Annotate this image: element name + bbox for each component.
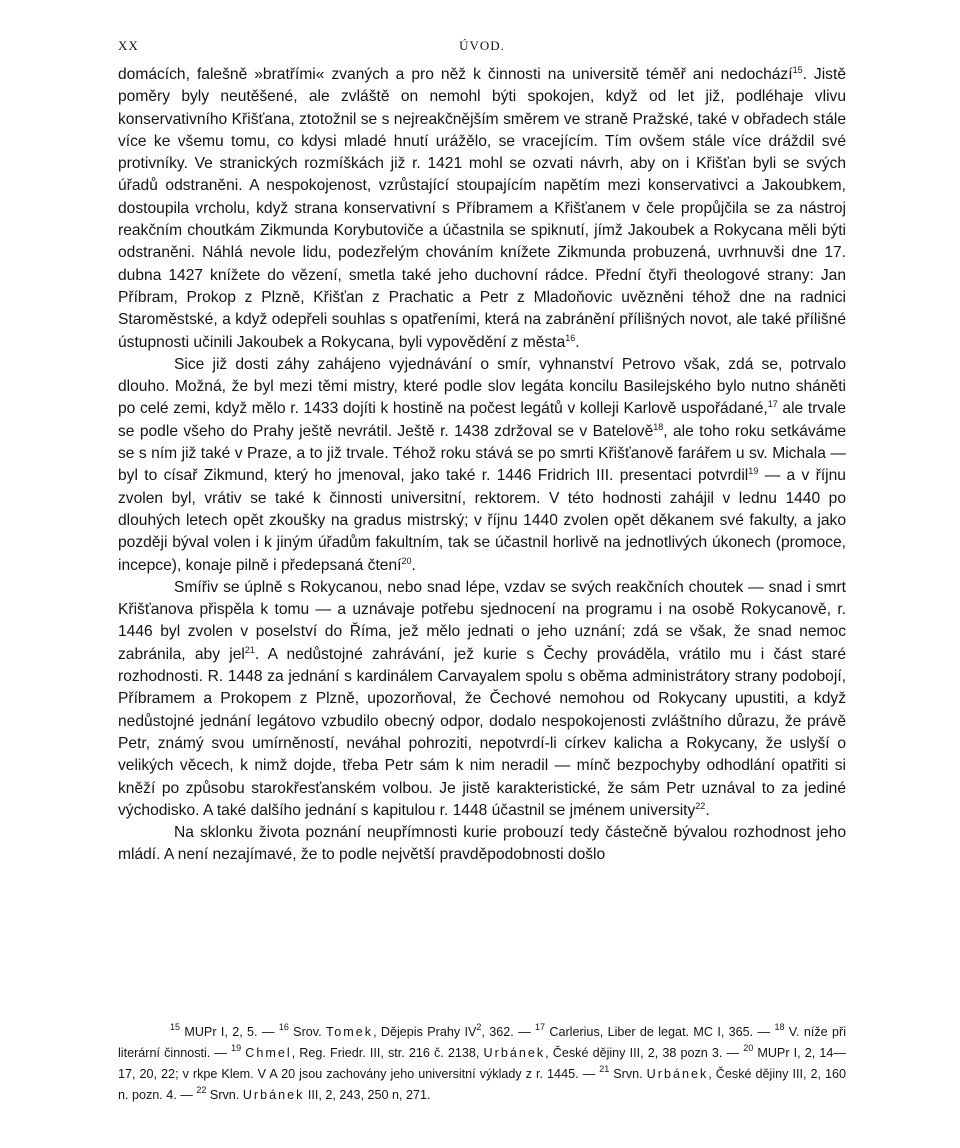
footnote-marker-18: 18 — [774, 1022, 785, 1032]
footnote-text: Srov. — [288, 1025, 326, 1039]
footnote-ref-18: 18 — [653, 421, 664, 432]
footnote-ref-22: 22 — [695, 800, 706, 811]
running-head-title: ÚVOD. — [459, 38, 505, 53]
text-run: Na sklonku života poznání neupřímnosti kurie probouzí tedy částečně bývalou rozhodnost jeho mládí. A není nezajímavé, že to podle největší pravděpodobnosti došlo — [118, 824, 846, 864]
footnote-text: Srvn. — [609, 1067, 647, 1081]
paragraph-1 — [118, 64, 846, 354]
edition-superscript: 2 — [476, 1022, 482, 1032]
footnote-text: V. níže při literární činnosti. — — [118, 1025, 846, 1060]
text-run: , ale toho roku setkáváme se s ním již také v Praze, a to již trvale. Téhož roku stává se po smrti Křišťanově farářem u sv. Michala — byl to císař Zikmund, který ho jmenoval, jako také r. 1446 Fridrich III. presentaci potvrdil — [118, 422, 846, 485]
footnote-text: Carlerius, Liber de legat. MC I, 365. — — [545, 1025, 775, 1039]
footnote-text: , Reg. Friedr. III, str. 216 č. 2138, — [291, 1046, 484, 1060]
footnote-ref-20: 20 — [401, 555, 412, 566]
page — [118, 38, 846, 867]
page-number: XX — [118, 38, 139, 53]
footnote-ref-19: 19 — [748, 466, 759, 477]
paragraph-2 — [118, 354, 846, 577]
footnotes — [118, 1022, 846, 1106]
text-run: ale trvale se podle všeho do Prahy ještě nevrátil. Ještě r. 1438 zdržoval se v Batelově — [118, 400, 846, 440]
author-name: Urbánek — [646, 1067, 709, 1081]
footnote-marker-17: 17 — [535, 1022, 546, 1032]
paragraph-3 — [118, 577, 846, 822]
text-run: Sice již dosti záhy zahájeno vyjednávání o smír, vyhnanství Petrovo však, zdá se, potrvalo dlouho. Možná, že byl mezi těmi mistry, které podle slov legáta koncilu Basilejského bylo nutno sháněti po celé zemi, když mělo r. 1433 dojíti k hostině na počest legátů v kolleji Karlově uspořádané, — [118, 355, 846, 418]
running-header — [118, 38, 846, 64]
text-run: . — [705, 801, 710, 819]
footnote-text: , České dějiny III, 2, 160 n. pozn. 4. — — [118, 1067, 846, 1102]
footnote-marker-19: 19 — [231, 1043, 242, 1053]
footnote-ref-21: 21 — [244, 644, 255, 655]
footnote-ref-16: 16 — [565, 332, 576, 343]
footnote-marker-22: 22 — [196, 1085, 207, 1095]
footnote-text: , 362. — — [481, 1025, 535, 1039]
footnote-block — [118, 1022, 846, 1106]
footnote-text: MUPr I, 2, 14—17, 20, 22; v rkpe Klem. V A 20 jsou zachovány jeho universitní výklady z r. 1445. — — [118, 1046, 846, 1081]
footnote-text: Srvn. — [206, 1088, 243, 1102]
main-text — [118, 64, 846, 867]
footnote-text: III, 2, 243, 250 n, 271. — [304, 1088, 431, 1102]
paragraph-4 — [118, 822, 846, 867]
footnote-marker-16: 16 — [278, 1022, 289, 1032]
footnote-text: MUPr I, 2, 5. — — [180, 1025, 279, 1039]
text-run: — a v říjnu zvolen byl, vrátiv se také k činnosti universitní, rektorem. V této hodnosti zahájil v lednu 1440 po dlouhých letech opět zkoušky na gradus mistrský; v říjnu 1440 zvolen opět děkanem své fakulty, a jako později býval volen i k jiným úřadům fakultním, tak se účastnil horlivě na jednotlivých úkonech (promoce, incepce), konaje pilně i předepsaná čtení — [118, 467, 846, 574]
author-name: Tomek — [325, 1025, 374, 1039]
footnote-ref-15: 15 — [792, 65, 803, 75]
author-name: Urbánek — [483, 1046, 546, 1060]
footnote-marker-21: 21 — [599, 1064, 610, 1074]
footnote-marker-15: 15 — [170, 1022, 181, 1032]
author-name: Urbánek — [242, 1088, 305, 1102]
text-run: . A nedůstojné zahrávání, jež kurie s Čechy prováděla, vrátilo mu i část staré rozhodnosti. R. 1448 za jednání s kardinálem Carvayalem spolu s oběma administrátory strany podobojí, Příbramem a Prokopem z Plzně, upozorňoval, že Čechové nemohou od Rokycany upustiti, a když nedůstojné jednání legátovo vzbudilo obecný odpor, dodalo nespokojenosti zvláštního důrazu, že právě Petr, známý svou umírněností, neváhal pohroziti, nepotvrdí-li církev kalicha a Rokycany, že uslyší o velikých věcech, k nimž dojde, třeba Petr sám k nim neradil — mínč bezpochyby odhodlání opatřiti si kněží po způsobu starokřesťanském volbou. Je jistě karakteristické, že sám Petr uznával to za jediné východisko. A také dalšího jednání s kapitulou r. 1448 účastnil se jménem university — [118, 645, 846, 819]
text-run: Smířiv se úplně s Rokycanou, nebo snad lépe, vzdav se svých reakčních choutek — snad i smrt Křišťanova přispěla k tomu — a uznávaje potřebu sjednocení na programu i na osobě Rokycanově, r. 1446 byl zvolen v poselství do Říma, jež mělo jednati o jeho uznání; zdá se však, že snad nemoc zabránila, aby jel — [118, 578, 846, 663]
author-name: Chmel — [245, 1046, 292, 1060]
text-run: domácích, falešně »bratřími« zvaných a pro něž k činnosti na universitě téměř ani nedochází — [118, 66, 793, 83]
footnote-text: , České dějiny III, 2, 38 pozn 3. — — [545, 1046, 744, 1060]
footnote-marker-20: 20 — [743, 1043, 754, 1053]
text-run: . — [411, 556, 416, 574]
footnote-ref-17: 17 — [767, 399, 778, 410]
footnote-text: , Dějepis Prahy IV — [373, 1025, 477, 1039]
text-run: . Jistě poměry byly neutěšené, ale zvláště on nemohl býti spokojen, když od let již, podléhaje vlivu konservativního Křišťana, ztotožnil se s nejreakčnějším směrem ve straně Pražské, také v obřadech stále více ke všemu tomu, co kdysi mladé hnutí urážělo, se vracejícím. Tím ovšem stále více dráždil své protivníky. Ve stranických rozmíškách již r. 1421 mohl se ozvati návrh, aby on i Křišťan byli se svých úřadů odstraněni. A nespokojenost, vzrůstající stoupajícím napětím mezi konservativci a Jakoubkem, dostoupila vrcholu, když strana konservativní s Příbramem a Křišťanem v čele propůjčila se za nástroj reakčním choutkám Zikmunda Korybutoviče a účastnila se spiknutí, jímž Jakoubek a Rokycana měli býti odstraněni. Náhlá nevole lidu, podezřelým chováním knížete Zikmunda probuzená, uvrhnuvši dne 17. dubna 1427 knížete do vězení, smetla také jeho duchovní rádce. Přední čtyři theologové strany: Jan Příbram, Prokop z Plzně, Křišťan z Prachatic a Petr z Mladoňovic uvězněni téhož dne na radnici Staroměstské, a když odepřeli souhlas s opatřeními, která na zabránění přílišných novot, ale také přílišné ústupnosti učinili Jakoubek a Rokycana, byli vypovědění z města — [118, 66, 846, 351]
text-run: . — [575, 333, 580, 351]
